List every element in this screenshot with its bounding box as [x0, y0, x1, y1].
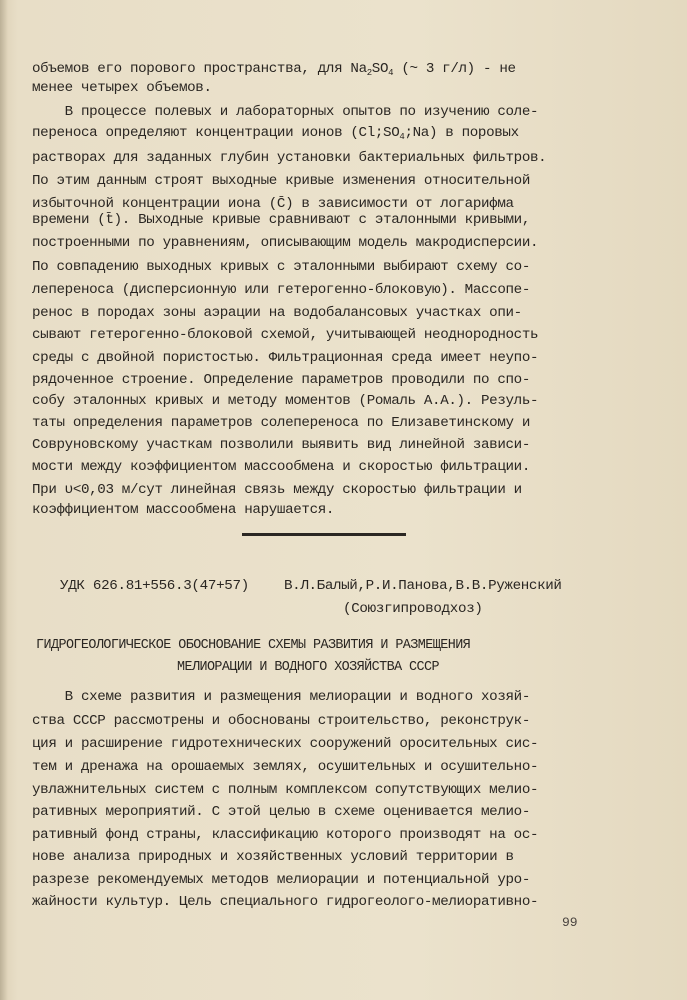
page-gutter-shadow	[0, 0, 8, 1000]
text-line: увлажнительных систем с полным комплексом сопутствующих мелио-	[32, 782, 539, 798]
text-line: В процессе полевых и лабораторных опытов по изучению соле-	[32, 104, 539, 120]
text-line: растворах для заданных глубин установки бактериальных фильтров.	[32, 150, 547, 166]
text-line: сывают гетерогенно-блоковой схемой, учитывающей неоднородность	[32, 327, 539, 343]
text-line: ства СССР рассмотрены и обоснованы строительство, реконструк-	[32, 713, 530, 729]
text-line: мости между коэффициентом массообмена и скоростью фильтрации.	[32, 459, 530, 475]
text-line: таты определения параметров солепереноса по Елизаветинскому и	[32, 415, 530, 431]
text-line: лепереноса (дисперсионную или гетерогенно-блоковую). Массопе-	[32, 282, 530, 298]
text-line: жайности культур. Цель специального гидрогеолого-мелиоративно-	[32, 894, 539, 910]
text-line: рядоченное строение. Определение параметров проводили по спо-	[32, 372, 530, 388]
page-number: 99	[562, 915, 578, 930]
section-divider	[242, 533, 406, 536]
authors: В.Л.Балый,Р.И.Панова,В.В.Руженский	[284, 578, 562, 594]
text-line: собу эталонных кривых и методу моментов (Ромаль А.А.). Резуль-	[32, 393, 539, 409]
text-line: В схеме развития и размещения мелиорации и водного хозяй-	[32, 689, 530, 705]
text-line: избыточной концентрации иона (C̄) в зависимости от логарифма	[32, 196, 514, 212]
text-line: переноса определяют концентрации ионов $(Cl;SO_4;Na)$ в поровых	[32, 125, 519, 142]
text-line: При υ<0,03 м/сут линейная связь между скоростью фильтрации и	[32, 482, 522, 498]
text-line: построенными по уравнениям, описывающим модель макродисперсии.	[32, 235, 539, 251]
text-line: ративный фонд страны, классификацию которого производят на ос-	[32, 827, 539, 843]
text-line: По совпадению выходных кривых с эталонными выбирают схему со-	[32, 259, 530, 275]
affiliation: (Союзгипроводхоз)	[343, 601, 483, 617]
text-line: ренос в породах зоны аэрации на водобалансовых участках опи-	[32, 305, 522, 321]
text-line: тем и дренажа на орошаемых землях, осушительных и осушительно-	[32, 759, 539, 775]
text-line: менее четырех объемов.	[32, 80, 212, 96]
text-line: ративных мероприятий. С этой целью в схеме оценивается мелио-	[32, 804, 530, 820]
text-line: объемов его порового пространства, для $Na_2SO_4$ (~ 3 г/л) - не	[32, 61, 516, 78]
text-line: времени (t̄). Выходные кривые сравнивают с эталонными кривыми,	[32, 212, 530, 228]
text-line: Совруновскому участкам позволили выявить вид линейной зависи-	[32, 437, 530, 453]
text-line: нове анализа природных и хозяйственных условий территории в	[32, 849, 514, 865]
text-line: коэффициентом массообмена нарушается.	[32, 502, 335, 518]
text-line: ция и расширение гидротехнических сооружений оросительных сис-	[32, 736, 539, 752]
text-line: По этим данным строят выходные кривые изменения относительной	[32, 173, 530, 189]
text-line: среды с двойной пористостью. Фильтрационная среда имеет неупо-	[32, 350, 539, 366]
udk-code: УДК 626.81+556.3(47+57)	[60, 578, 249, 594]
text-line: разрезе рекомендуемых методов мелиорации и потенциальной уро-	[32, 872, 530, 888]
article-title-line-2: МЕЛИОРАЦИИ И ВОДНОГО ХОЗЯЙСТВА СССР	[177, 660, 439, 675]
article-title-line-1: ГИДРОГЕОЛОГИЧЕСКОЕ ОБОСНОВАНИЕ СХЕМЫ РАЗВИТИЯ И РАЗМЕЩЕНИЯ	[36, 638, 471, 653]
